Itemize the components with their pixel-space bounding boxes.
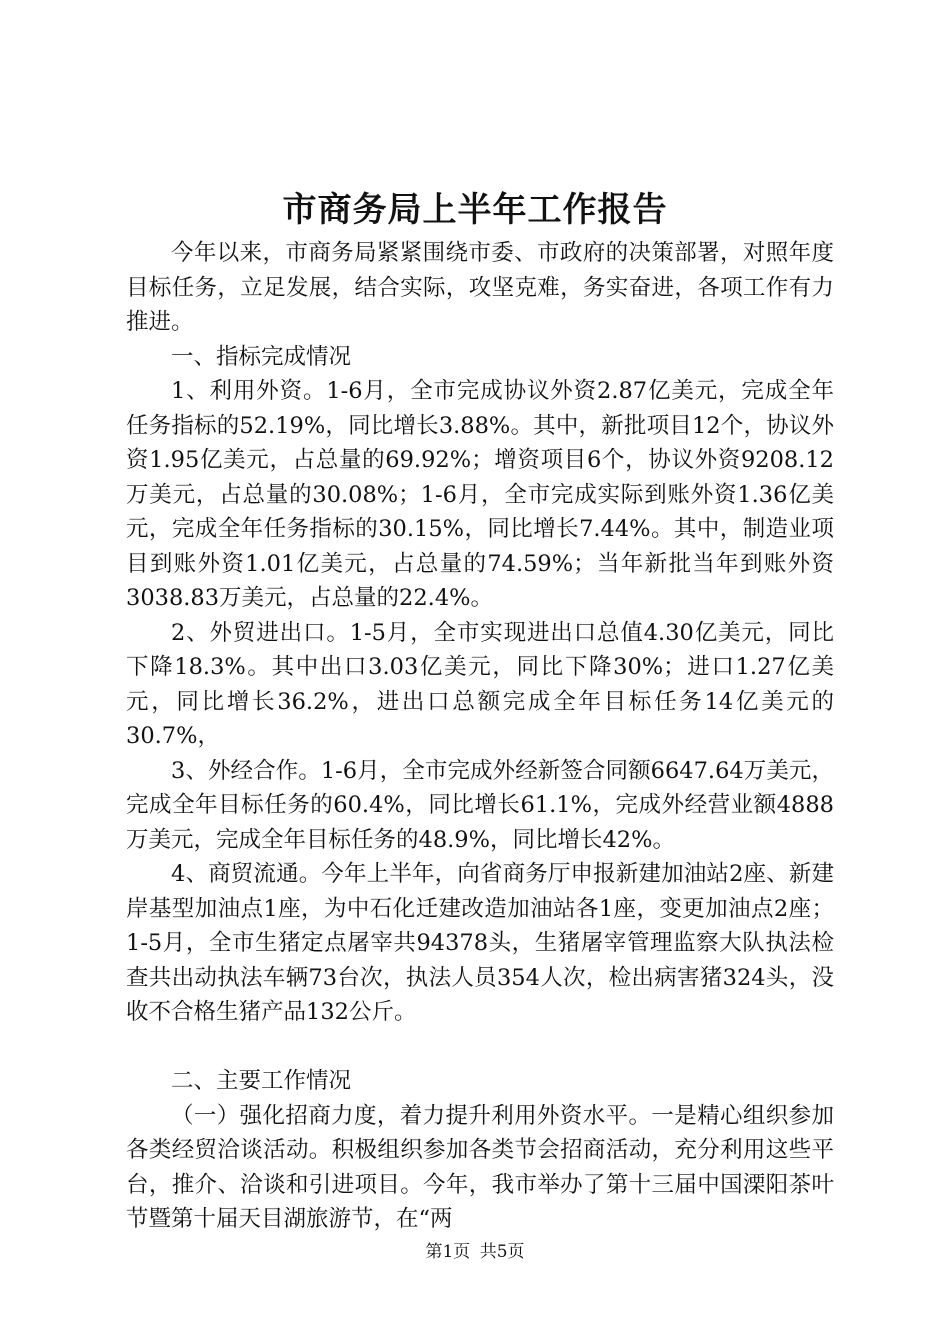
paragraph-investment-promotion: （一）强化招商力度，着力提升利用外资水平。一是精心组织参加各类经贸洽谈活动。积极组织参加各类节会招商活动，充分利用这些平台，推介、洽谈和引进项目。今年，我市举办了第十三届中国溧阳茶叶节暨第十届天目湖旅游节，在“两 <box>126 1102 834 1232</box>
page-footer: 第1页 共5页 <box>425 1242 525 1262</box>
paragraph-foreign-investment: 1、利用外资。1-6月，全市完成协议外资2.87亿美元，完成全年任务指标的52.19%，同比增长3.88%。其中，新批项目12个，协议外资1.95亿美元，占总量的69.92%；增资项目6个，协议外资9208.12万美元，占总量的30.08%；1-6月，全市完成实际到账外资1.36亿美元，完成全年任务指标的30.15%，同比增长7.44%。其中，制造业项目到账外资1.01亿美元，占总量的74.59%；当年新批当年到账外资3038.83万美元，占总量的22.4%。 <box>126 378 834 611</box>
document-title: 市商务局上半年工作报告 <box>282 190 668 230</box>
paragraph-foreign-trade: 2、外贸进出口。1-5月，全市实现进出口总值4.30亿美元，同比下降18.3%。其中出口3.03亿美元，同比下降30%；进口1.27亿美元，同比增长36.2%，进出口总额完成全年目标任务14亿美元的30.7%， <box>126 619 834 749</box>
paragraph-foreign-economic-cooperation: 3、外经合作。1-6月，全市完成外经新签合同额6647.64万美元，完成全年目标任务的60.4%，同比增长61.1%，完成外经营业额4888万美元，完成全年目标任务的48.9%，同比增长42%。 <box>126 757 834 853</box>
intro-paragraph: 今年以来，市商务局紧紧围绕市委、市政府的决策部署，对照年度目标任务，立足发展，结合实际，攻坚克难，务实奋进，各项工作有力推进。 <box>126 240 834 335</box>
section-heading-indicators: 一、指标完成情况 <box>171 343 352 370</box>
document-body <box>126 236 834 1237</box>
section-heading-main-work: 二、主要工作情况 <box>171 1068 352 1094</box>
paragraph-commerce-circulation: 4、商贸流通。今年上半年，向省商务厅申报新建加油站2座、新建岸基型加油点1座，为中石化迁建改造加油站各1座，变更加油点2座；1-5月，全市生猪定点屠宰共94378头，生猪屠宰管理监察大队执法检查共出动执法车辆73台次，执法人员354人次，检出病害猪324头，没收不合格生猪产品132公斤。 <box>126 861 834 1025</box>
